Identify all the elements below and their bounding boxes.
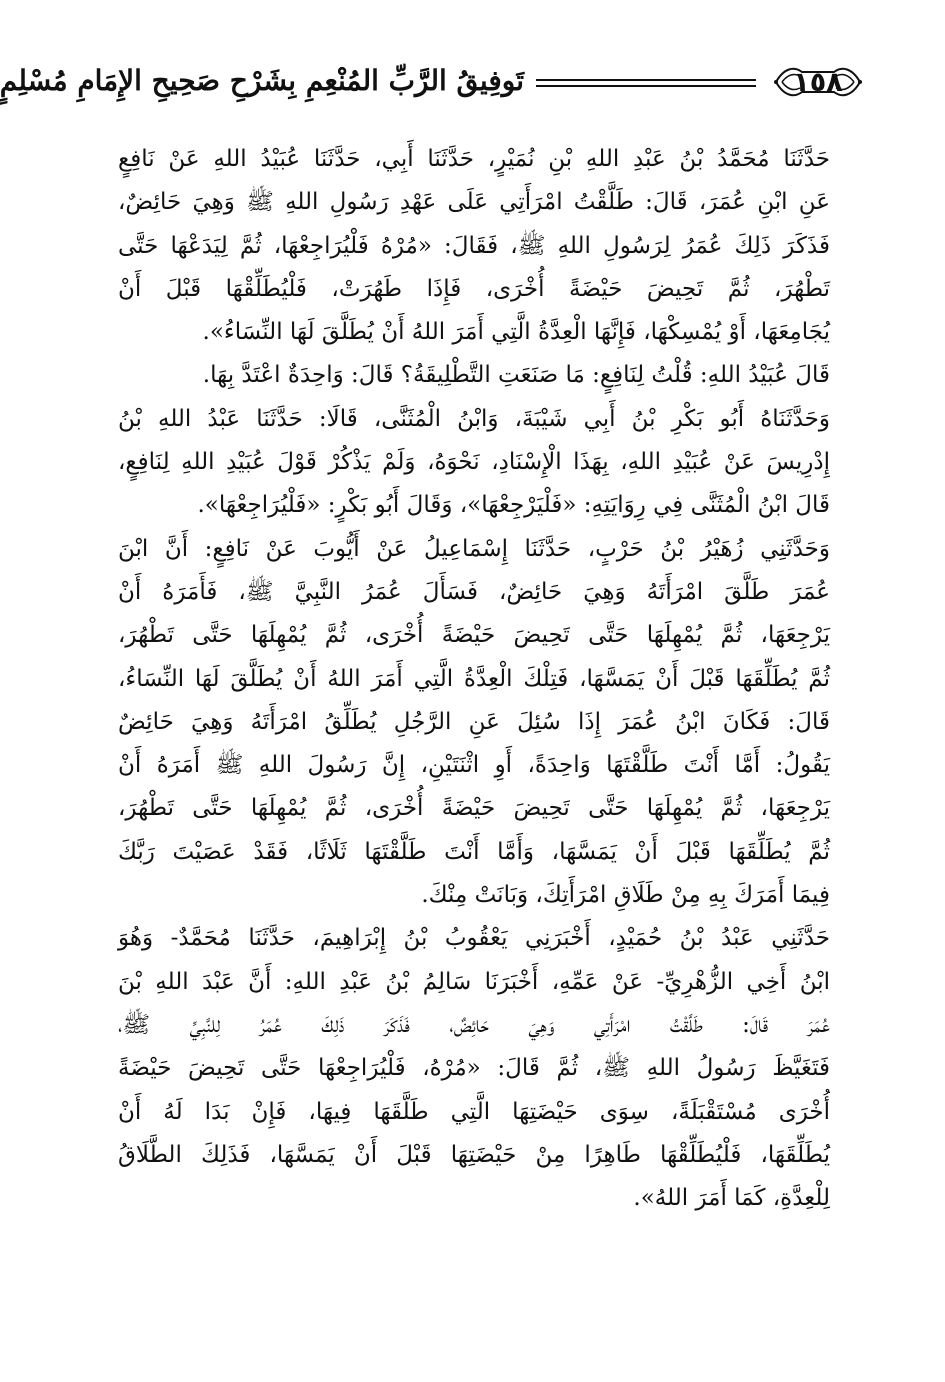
text-line: عَنِ ابْنِ عُمَرَ، قَالَ: طَلَّقْتُ امْرَأَتِي عَلَى عَهْدِ رَسُولِ اللهِ ﷺ وَهِيَ حَائِضٌ، (118, 189, 830, 216)
text-line: عُمَرَ قَالَ: طَلَّقْتُ امْرَأَتِي وَهِيَ حَائِضٌ، فَذَكَرَ ذَلِكَ عُمَرُ لِلنَّبِيِّ ﷺ، (118, 1011, 830, 1038)
text-line: أُخْرَى مُسْتَقْبَلَةً، سِوَى حَيْضَتِهَا الَّتِي طَلَّقَهَا فِيهَا، فَإِنْ بَدَا لَهُ أَنْ (118, 1098, 830, 1125)
text-line: حَدَّثَنَا مُحَمَّدُ بْنُ عَبْدِ اللهِ بْنِ نُمَيْرٍ، حَدَّثَنَا أَبِي، حَدَّثَنَا عُبَيْدُ اللهِ عَنْ نَافِعٍ (118, 146, 830, 172)
text-line: فَتَغَيَّظَ رَسُولُ اللهِ ﷺ، ثُمَّ قَالَ: «مُرْهُ، فَلْيُرَاجِعْهَا حَتَّى تَحِيضَ حَيْضَةً (118, 1055, 830, 1082)
text-line: يُطَلِّقَهَا، فَلْيُطَلِّقْهَا طَاهِرًا مِنْ حَيْضَتِهَا قَبْلَ أَنْ يَمَسَّهَا، فَذَلِكَ الطَّلَاقُ (118, 1141, 830, 1168)
text-line: يَقُولُ: أَمَّا أَنْتَ طَلَّقْتَهَا وَاحِدَةً، أَوِ اثْنَتَيْنِ، إِنَّ رَسُولَ اللهِ ﷺ أَمَرَهُ أَنْ (118, 752, 830, 779)
text-line: قَالَ: فَكَانَ ابْنُ عُمَرَ إِذَا سُئِلَ عَنِ الرَّجُلِ يُطَلِّقُ امْرَأَتَهُ وَهِيَ حَائِضٌ (118, 708, 830, 735)
text-line: يُجَامِعَهَا، أَوْ يُمْسِكْهَا، فَإِنَّهَا الْعِدَّةُ الَّتِي أَمَرَ اللهُ أَنْ يُطَلَّقَ لَهَا النِّسَاءُ». (202, 319, 830, 346)
text-line: يَرْجِعَهَا، ثُمَّ يُمْهِلَهَا حَتَّى تَحِيضَ حَيْضَةً أُخْرَى، ثُمَّ يُمْهِلَهَا حَتَّى تَطْهُرَ، (118, 795, 830, 822)
text-line: إِدْرِيسَ عَنْ عُبَيْدِ اللهِ، بِهَذَا الْإِسْنَادِ، نَحْوَهُ، وَلَمْ يَذْكُرْ قَوْلَ عُبَيْدِ اللهِ لِنَافِعٍ، (118, 449, 830, 476)
page-number-badge (772, 62, 864, 102)
page-header (0, 58, 864, 114)
text-line: يَرْجِعَهَا، ثُمَّ يُمْهِلَهَا حَتَّى تَحِيضَ حَيْضَةً أُخْرَى، ثُمَّ يُمْهِلَهَا حَتَّى تَطْهُرَ، (118, 622, 830, 649)
text-line: وَحَدَّثَنِي زُهَيْرُ بْنُ حَرْبٍ، حَدَّثَنَا إِسْمَاعِيلُ عَنْ أَيُّوبَ عَنْ نَافِعٍ: أَنَّ ابْنَ (118, 535, 830, 562)
page-body (118, 138, 830, 1220)
page-number: ١٥٨ (793, 66, 843, 98)
text-line: حَدَّثَنِي عَبْدُ بْنُ حُمَيْدٍ، أَخْبَرَنِي يَعْقُوبُ بْنُ إِبْرَاهِيمَ، حَدَّثَنَا مُحَمَّدٌ- وَهُوَ (118, 925, 830, 952)
header-divider (536, 79, 756, 87)
text-line: قَالَ ابْنُ الْمُثَنَّى فِي رِوَايَتِهِ: «فَلْيَرْجِعْهَا»، وَقَالَ أَبُو بَكْرٍ: «فَلْيُرَاجِعْهَا». (197, 492, 830, 519)
text-line: عُمَرَ طَلَّقَ امْرَأَتَهُ وَهِيَ حَائِضٌ، فَسَأَلَ عُمَرُ النَّبِيَّ ﷺ، فَأَمَرَهُ أَنْ (118, 578, 830, 605)
text-line: قَالَ عُبَيْدُ اللهِ: قُلْتُ لِنَافِعٍ: مَا صَنَعَتِ التَّطْلِيقَةُ؟ قَالَ: وَاحِدَةٌ اعْتَدَّ بِهَا. (202, 362, 830, 389)
book-title: تَوفِيقُ الرَّبِّ المُنْعِمِ بِشَرْحِ صَحِيحِ الإِمَامِ مُسْلِمٍ (0, 64, 524, 97)
text-line: ثُمَّ يُطَلِّقَهَا قَبْلَ أَنْ يَمَسَّهَا، فَتِلْكَ الْعِدَّةُ الَّتِي أَمَرَ اللهُ أَنْ يُطَلَّقَ لَهَا النِّسَاءُ، (118, 665, 830, 692)
text-line: ابْنُ أَخِي الزُّهْرِيِّ- عَنْ عَمِّهِ، أَخْبَرَنَا سَالِمُ بْنُ عَبْدِ اللهِ: أَنَّ عَبْدَ اللهِ بْنَ (118, 968, 830, 995)
text-line: وَحَدَّثَنَاهُ أَبُو بَكْرِ بْنُ أَبِي شَيْبَةَ، وَابْنُ الْمُثَنَّى، قَالَا: حَدَّثَنَا عَبْدُ اللهِ بْنُ (118, 405, 830, 432)
text-line: ثُمَّ يُطَلِّقَهَا قَبْلَ أَنْ يَمَسَّهَا، وَأَمَّا أَنْتَ طَلَّقْتَهَا ثَلَاثًا، فَقَدْ عَصَيْتَ رَبَّكَ (118, 838, 830, 865)
text-line: لِلْعِدَّةِ، كَمَا أَمَرَ اللهُ». (633, 1185, 830, 1212)
text-line: تَطْهُرَ، ثُمَّ تَحِيضَ حَيْضَةً أُخْرَى، فَإِذَا طَهُرَتْ، فَلْيُطَلِّقْهَا قَبْلَ أَنْ (118, 275, 830, 302)
text-line: فِيمَا أَمَرَكَ بِهِ مِنْ طَلَاقِ امْرَأَتِكَ، وَبَانَتْ مِنْكَ. (421, 882, 830, 909)
text-line: فَذَكَرَ ذَلِكَ عُمَرُ لِرَسُولِ اللهِ ﷺ، فَقَالَ: «مُرْهُ فَلْيُرَاجِعْهَا، ثُمَّ لِيَدَعْهَا حَتَّى (118, 232, 830, 259)
